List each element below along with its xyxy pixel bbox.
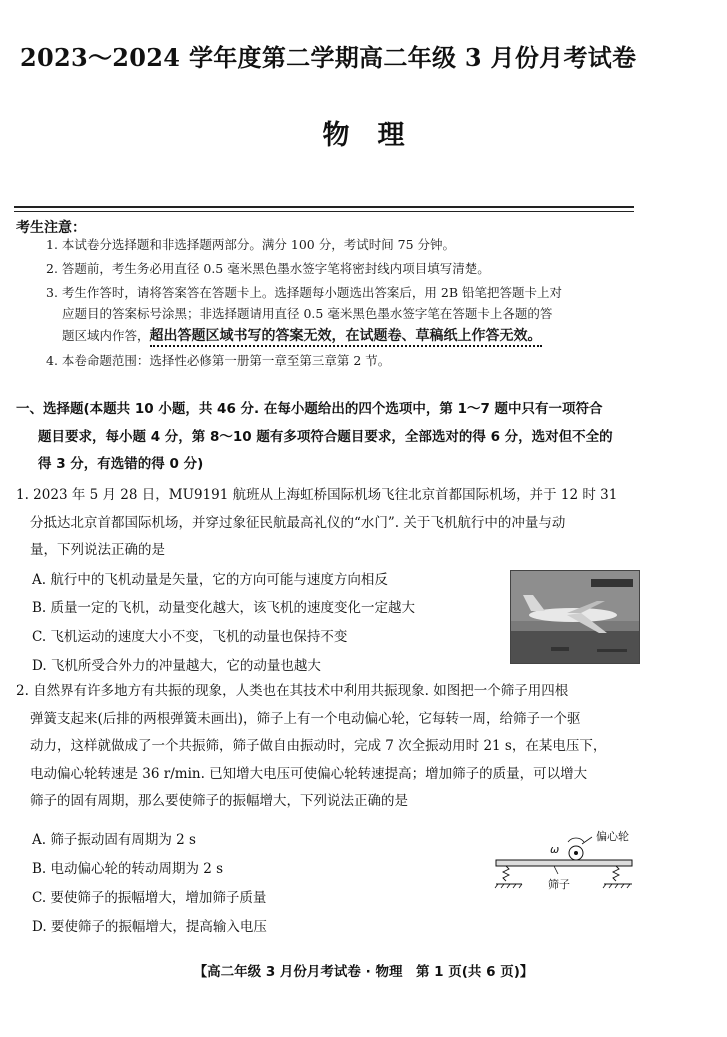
section-instructions <box>16 396 646 479</box>
ground-hatch-left <box>495 884 522 888</box>
airplane-photo-art <box>511 571 639 663</box>
ground-hatch-right <box>603 884 630 888</box>
notice-emphasis: 超出答题区域书写的答案无效，在试题卷、草稿纸上作答无效。 <box>150 328 542 347</box>
section-line-3: 得 3 分，有选错的得 0 分) <box>38 456 204 472</box>
q2-option-b: B. 电动偏心轮的转动周期为 2 s <box>32 861 224 877</box>
notice-item-3: 3. 考生作答时，请将答案答在答题卡上。选择题每小题选出答案后，用 2B 铅笔把答题卡上对 <box>46 285 562 300</box>
spring-left <box>503 866 509 881</box>
notice-item-1: 1. 本试卷分选择题和非选择题两部分。满分 100 分，考试时间 75 分钟。 <box>46 237 456 252</box>
notice-item-3-cont: 应题目的答案标号涂黑；非选择题请用直径 0.5 毫米黑色墨水签字笔在答题卡上各题的答 <box>62 306 553 321</box>
q1-line-3: 量，下列说法正确的是 <box>30 542 165 558</box>
sieve-pointer <box>554 866 558 874</box>
q2-line-1: 2. 自然界有许多地方有共振的现象，人类也在其技术中利用共振现象. 如图把一个筛子用四根 <box>16 683 569 699</box>
rotation-arrow <box>568 838 584 842</box>
notice-item-3-prefix: 题区域内作答， <box>62 328 150 343</box>
page-footer: 【高二年级 3 月份月考试卷 · 物理 第 1 页(共 6 页)】 <box>193 964 534 980</box>
omega-label: ω <box>550 843 560 856</box>
airplane-photo <box>510 570 640 664</box>
wheel-pointer <box>582 837 592 844</box>
spring-right <box>613 866 619 881</box>
divider-thin <box>14 211 634 212</box>
subject-title: 物理 <box>322 120 433 151</box>
q2-option-d: D. 要使筛子的振幅增大，提高输入电压 <box>32 919 267 935</box>
q2-line-5: 筛子的固有周期，那么要使筛子的振幅增大，下列说法正确的是 <box>30 793 408 809</box>
resonance-sieve-diagram <box>492 828 638 894</box>
notice-item-2: 2. 答题前，考生务必用直径 0.5 毫米黑色墨水签字笔将密封线内项目填写清楚。 <box>46 261 490 276</box>
wheel-axle <box>574 851 578 855</box>
q1-option-b: B. 质量一定的飞机，动量变化越大，该飞机的速度变化一定越大 <box>32 600 416 616</box>
q1-option-d: D. 飞机所受合外力的冲量越大，它的动量也越大 <box>32 658 321 674</box>
q2-option-a: A. 筛子振动固有周期为 2 s <box>32 832 196 848</box>
question-1-stem <box>16 482 646 565</box>
wheel-label: 偏心轮 <box>596 830 629 843</box>
notice-item-4: 4. 本卷命题范围：选择性必修第一册第一章至第三章第 2 节。 <box>46 353 391 368</box>
q1-line-1: 1. 2023 年 5 月 28 日，MU9191 航班从上海虹桥国际机场飞往北京首都国际机场，并于 12 时 31 <box>16 487 618 503</box>
q2-line-2: 弹簧支起来(后排的两根弹簧未画出)，筛子上有一个电动偏心轮，它每转一周，给筛子一个驱 <box>30 710 581 727</box>
sieve-label: 筛子 <box>548 878 570 891</box>
q1-line-2: 分抵达北京首都国际机场，并穿过象征民航最高礼仪的“水门”. 关于飞机航行中的冲量与动 <box>30 514 566 531</box>
q2-option-c: C. 要使筛子的振幅增大，增加筛子质量 <box>32 890 267 906</box>
section-line-1: 一、选择题(本题共 10 小题，共 46 分. 在每小题给出的四个选项中，第 1～7 题中只有一项符合 <box>16 401 603 417</box>
divider-thick <box>14 206 634 208</box>
q2-line-3: 动力，这样就做成了一个共振筛，筛子做自由振动时，完成 7 次全振动用时 21 s，在某电压下， <box>30 738 607 754</box>
question-2-stem <box>16 678 646 816</box>
q2-line-4: 电动偏心轮转速是 36 r/min. 已知增大电压可使偏心轮转速提高；增加筛子的质量，可以增大 <box>30 765 588 782</box>
section-line-2: 题目要求，每小题 4 分，第 8～10 题有多项符合题目要求，全部选对的得 6 分，选对但不全的 <box>38 428 613 445</box>
notice-item-3-cont2 <box>62 325 542 347</box>
notice-heading: 考生注意： <box>16 220 86 236</box>
sieve-plate <box>496 860 632 866</box>
exam-title: 2023～2024 学年度第二学期高二年级 3 月份月考试卷 <box>20 43 637 72</box>
q1-option-a: A. 航行中的飞机动量是矢量，它的方向可能与速度方向相反 <box>32 572 388 588</box>
q1-option-c: C. 飞机运动的速度大小不变，飞机的动量也保持不变 <box>32 629 348 645</box>
